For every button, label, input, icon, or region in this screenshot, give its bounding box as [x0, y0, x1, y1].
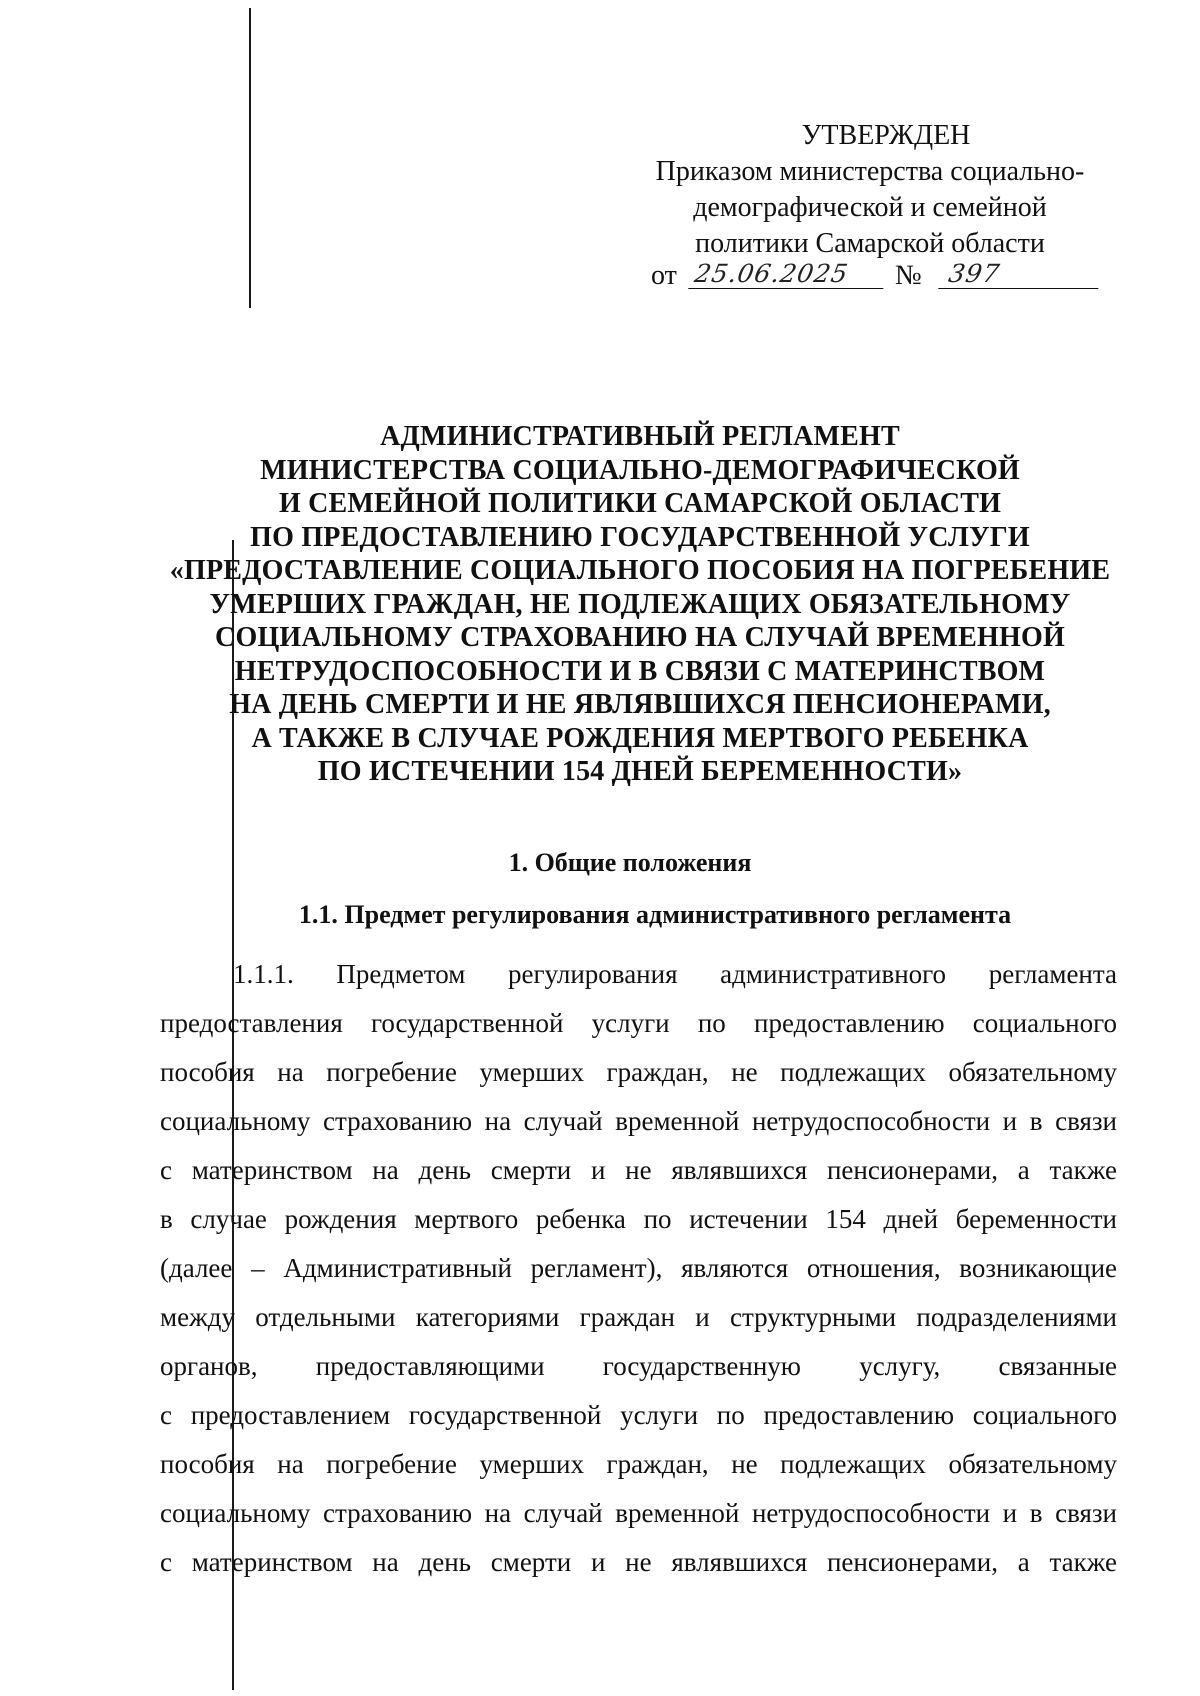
- handwritten-date: 25.06.2025: [688, 258, 888, 289]
- document-title: [150, 420, 1130, 789]
- approval-line: Приказом министерства социально-: [655, 156, 1085, 187]
- title-line: НА ДЕНЬ СМЕРТИ И НЕ ЯВЛЯВШИХСЯ ПЕНСИОНЕРАМИ,: [229, 689, 1051, 720]
- title-line: УМЕРШИХ ГРАЖДАН, НЕ ПОДЛЕЖАЩИХ ОБЯЗАТЕЛЬНОМУ: [209, 588, 1071, 620]
- title-line: СОЦИАЛЬНОМУ СТРАХОВАНИЮ НА СЛУЧАЙ ВРЕМЕННОЙ: [215, 622, 1065, 653]
- title-line: ПО ПРЕДОСТАВЛЕНИЮ ГОСУДАРСТВЕННОЙ УСЛУГИ: [250, 521, 1030, 553]
- number-prefix: №: [895, 260, 922, 291]
- title-line: АДМИНИСТРАТИВНЫЙ РЕГЛАМЕНТ: [380, 421, 900, 452]
- body-line: между отдельными категориями граждан и структурными подразделениями: [160, 1302, 1117, 1332]
- handwritten-number: 397: [938, 258, 1103, 289]
- title-line: МИНИСТЕРСТВА СОЦИАЛЬНО-ДЕМОГРАФИЧЕСКОЙ: [260, 454, 1020, 486]
- body-line: с предоставлением государственной услуги по предоставлению социального: [160, 1400, 1117, 1430]
- subsection-heading: 1.1. Предмет регулирования административного регламента: [298, 900, 1012, 929]
- body-line: в случае рождения мертвого ребенка по истечении 154 дней беременности: [160, 1204, 1117, 1234]
- date-prefix: от: [651, 260, 677, 291]
- title-line: НЕТРУДОСПОСОБНОСТИ И В СВЯЗИ С МАТЕРИНСТВОМ: [234, 655, 1046, 687]
- title-line: А ТАКЖЕ В СЛУЧАЕ РОЖДЕНИЯ МЕРТВОГО РЕБЕНКА: [251, 722, 1029, 754]
- title-line: И СЕМЕЙНОЙ ПОЛИТИКИ САМАРСКОЙ ОБЛАСТИ: [278, 488, 1002, 519]
- body-line: (далее – Административный регламент), являются отношения, возникающие: [160, 1253, 1117, 1283]
- body-line: пособия на погребение умерших граждан, не подлежащих обязательному: [160, 1449, 1117, 1479]
- title-line: ПО ИСТЕЧЕНИИ 154 ДНЕЙ БЕРЕМЕННОСТИ»: [317, 756, 963, 787]
- body-line: 1.1.1. Предметом регулирования административного регламента: [233, 959, 1117, 989]
- approval-line: политики Самарской области: [695, 228, 1045, 259]
- body-line: социальному страхованию на случай временной нетрудоспособности и в связи: [160, 1498, 1117, 1528]
- approval-status: УТВЕРЖДЕН: [801, 120, 971, 151]
- section-heading: 1. Общие положения: [508, 848, 752, 877]
- scan-fold-line-upper: [249, 8, 251, 308]
- body-line: с материнством на день смерти и не являвшихся пенсионерами, а также: [160, 1547, 1117, 1577]
- body-line: с материнством на день смерти и не являвшихся пенсионерами, а также: [160, 1155, 1117, 1185]
- body-paragraph: [160, 950, 1117, 1587]
- order-date-number-row: [651, 258, 1101, 294]
- title-line: «ПРЕДОСТАВЛЕНИЕ СОЦИАЛЬНОГО ПОСОБИЯ НА ПОГРЕБЕНИЕ: [169, 555, 1111, 586]
- body-line: предоставления государственной услуги по предоставлению социального: [160, 1008, 1117, 1038]
- approval-stamp-block: [630, 118, 1110, 262]
- approval-line: демографической и семейной: [693, 192, 1047, 223]
- body-line: органов, предоставляющими государственную услугу, связанные: [160, 1351, 1117, 1381]
- body-line: социальному страхованию на случай временной нетрудоспособности и в связи: [160, 1106, 1117, 1136]
- body-line: пособия на погребение умерших граждан, не подлежащих обязательному: [160, 1057, 1117, 1087]
